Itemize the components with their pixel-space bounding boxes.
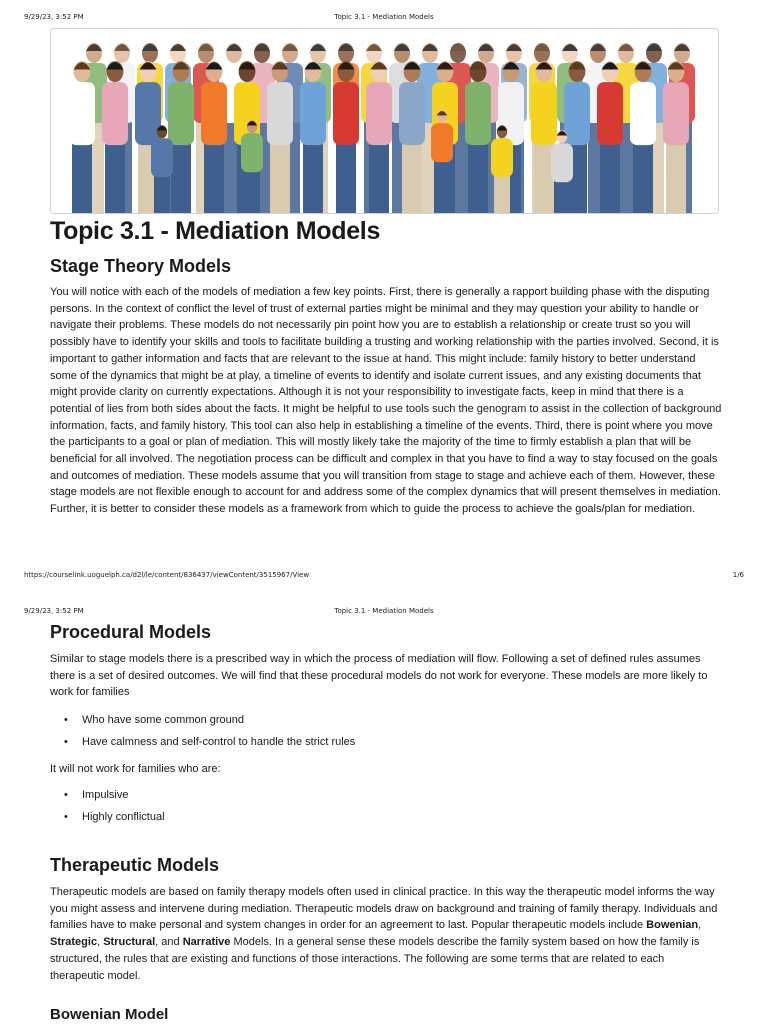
therapeutic-section — [50, 854, 720, 876]
procedural-body-block — [50, 651, 720, 701]
page-title-block — [50, 216, 720, 246]
therapeutic-text-end: Models. In a general sense these models describe the family system based on how the family is structured, the rules that are existing and functions of those interactions. The following are some terms that are related to each therapeutic model. — [50, 936, 700, 982]
stage-body-block — [50, 284, 722, 518]
model-strategic: Strategic — [50, 936, 98, 949]
therapeutic-heading: Therapeutic Models — [50, 855, 220, 875]
list-item: • Who have some common ground — [50, 712, 720, 728]
banner-image — [50, 28, 719, 214]
not-intro-block — [50, 761, 720, 778]
separator: , and — [155, 936, 183, 949]
procedural-body: Similar to stage models there is a prescribed way in which the process of mediation will flow. Following a set of defined rules assumes there is a set of desired outcomes. We will find that these procedural models do not work for everyone. These models are more likely to work for families — [50, 653, 708, 699]
page1-header — [24, 13, 744, 21]
page2-header — [24, 607, 744, 615]
therapeutic-text: Therapeutic models are based on family therapy models often used in clinical practice. In this way the therapeutic model informs the way you might assess and intervene during mediation. Therapeutic models draw on background and training of family therapy. Individuals and families have to make personal and system changes in order for an agreement to last. Popular therapeutic models include — [50, 886, 718, 932]
print-date: 9/29/23, 3:52 PM — [24, 13, 84, 21]
print-date-2: 9/29/23, 3:52 PM — [24, 607, 84, 615]
therapeutic-body — [50, 884, 720, 984]
page-title: Topic 3.1 - Mediation Models — [50, 217, 381, 245]
therapeutic-body-block — [50, 884, 720, 984]
separator: , — [698, 919, 702, 932]
model-structural: Structural — [103, 936, 156, 949]
crowd-illustration — [51, 29, 718, 213]
print-title-2: Topic 3.1 - Mediation Models — [334, 607, 434, 615]
page-url[interactable]: https://courselink.uoguelph.ca/d2l/le/content/836437/viewContent/3515967/View — [24, 571, 310, 579]
procedural-section — [50, 621, 720, 643]
works-for-list — [50, 712, 720, 750]
list-item: • Highly conflictual — [50, 809, 720, 825]
separator: , — [97, 936, 104, 949]
model-bowenian: Bowenian — [646, 919, 699, 932]
model-narrative: Narrative — [182, 936, 231, 949]
not-for-list — [50, 787, 720, 825]
list-item: • Have calmness and self-control to handle the strict rules — [50, 734, 720, 750]
procedural-heading: Procedural Models — [50, 622, 212, 642]
bowenian-section — [50, 1005, 720, 1025]
stage-body: You will notice with each of the models of mediation a few key points. First, there is generally a rapport building phase with the disputing persons. In the context of conflict the level of trust of external parties might be minimal and they may question your ability to handle or navigate their problems. These models do not necessarily pin point how you are to establish a relationship or create trust so you will possibly have to identify your skills and tools to facilitate building a trusting and working relationship with the parties involved. Second, it is important to gather information and facts that are relevant to the issue at hand. This might include: family history to better understand some of the dynamics that might be at play, a timeline of events to identify and isolate current issues, and any existing documents that might provide clarity on currently expectations. Although it is not your responsibility to investigate facts, keep in mind that there is a potential of lies from both sides about the facts. It might be helpful to use tools such the genogram to assist in the collection of background information, facts, and family history. This tool can also help in establishing a timeline of the events. Third, there is point where you move the participants to a goal or plan of mediation. This will mostly likely take the majority of the time to firmly establish a plan that will be beneficial for all involved. The negotiation process can be difficult and complex in that you have to find a way to stay focused on the goals and outcomes of mediation. These models assume that you will transition from stage to stage and achieve each of them. However, these stage models are not flexible enough to account for and address some of the complex dynamics that will present themselves in mediation. Further, it is better to consider these models as a framework from which to guide the process to achieve the goals/plan for mediation. — [50, 286, 722, 516]
page-number: 1/6 — [732, 571, 744, 579]
page1-footer — [24, 571, 744, 579]
bowenian-heading: Bowenian Model — [50, 1006, 169, 1023]
list-item: • Impulsive — [50, 787, 720, 803]
stage-heading: Stage Theory Models — [50, 256, 232, 276]
print-title: Topic 3.1 - Mediation Models — [334, 13, 434, 21]
stage-section — [50, 255, 720, 277]
not-intro: It will not work for families who are: — [50, 763, 221, 775]
